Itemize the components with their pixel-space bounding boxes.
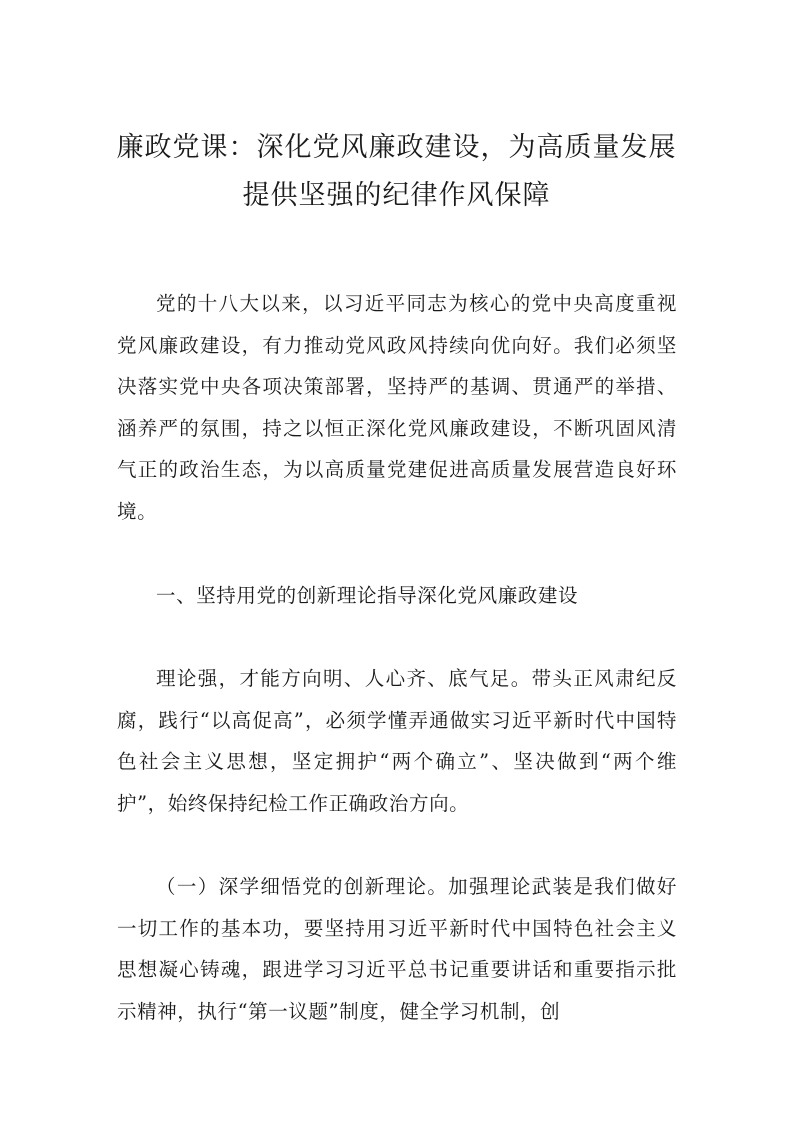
section-heading-1: 一、坚持用党的创新理论指导深化党风廉政建设 bbox=[156, 584, 579, 607]
intro-paragraph: 党的十八大以来，以习近平同志为核心的党中央高度重视党风廉政建设，有力推动党风政风持续向优向好。我们必须坚决落实党中央各项决策部署，坚持严的基调、贯通严的举措、涵养严的氛围，持之以恒正深化党风廉政建设，不断巩固风清气正的政治生态，为以高质量党建促进高质量发展营造良好环境。 bbox=[117, 292, 677, 523]
document-title: 廉政党课：深化党风廉政建设，为高质量发展提供坚强的纪律作风保障 bbox=[116, 132, 677, 211]
subsection-1-paragraph: （一）深学细悟党的创新理论。加强理论武装是我们做好一切工作的基本功，要坚持用习近平新时代中国特色社会主义思想凝心铸魂，跟进学习习近平总书记重要讲话和重要指示批示精神，执行“第一议题”制度，健全学习机制，创 bbox=[117, 875, 677, 1023]
section-1-paragraph: 理论强，才能方向明、人心齐、底气足。带头正风肃纪反腐，践行“以高促高”，必须学懂弄通做实习近平新时代中国特色社会主义思想，坚定拥护“两个确立”、坚决做到“两个维护”，始终保持纪检工作正确政治方向。 bbox=[117, 667, 677, 815]
